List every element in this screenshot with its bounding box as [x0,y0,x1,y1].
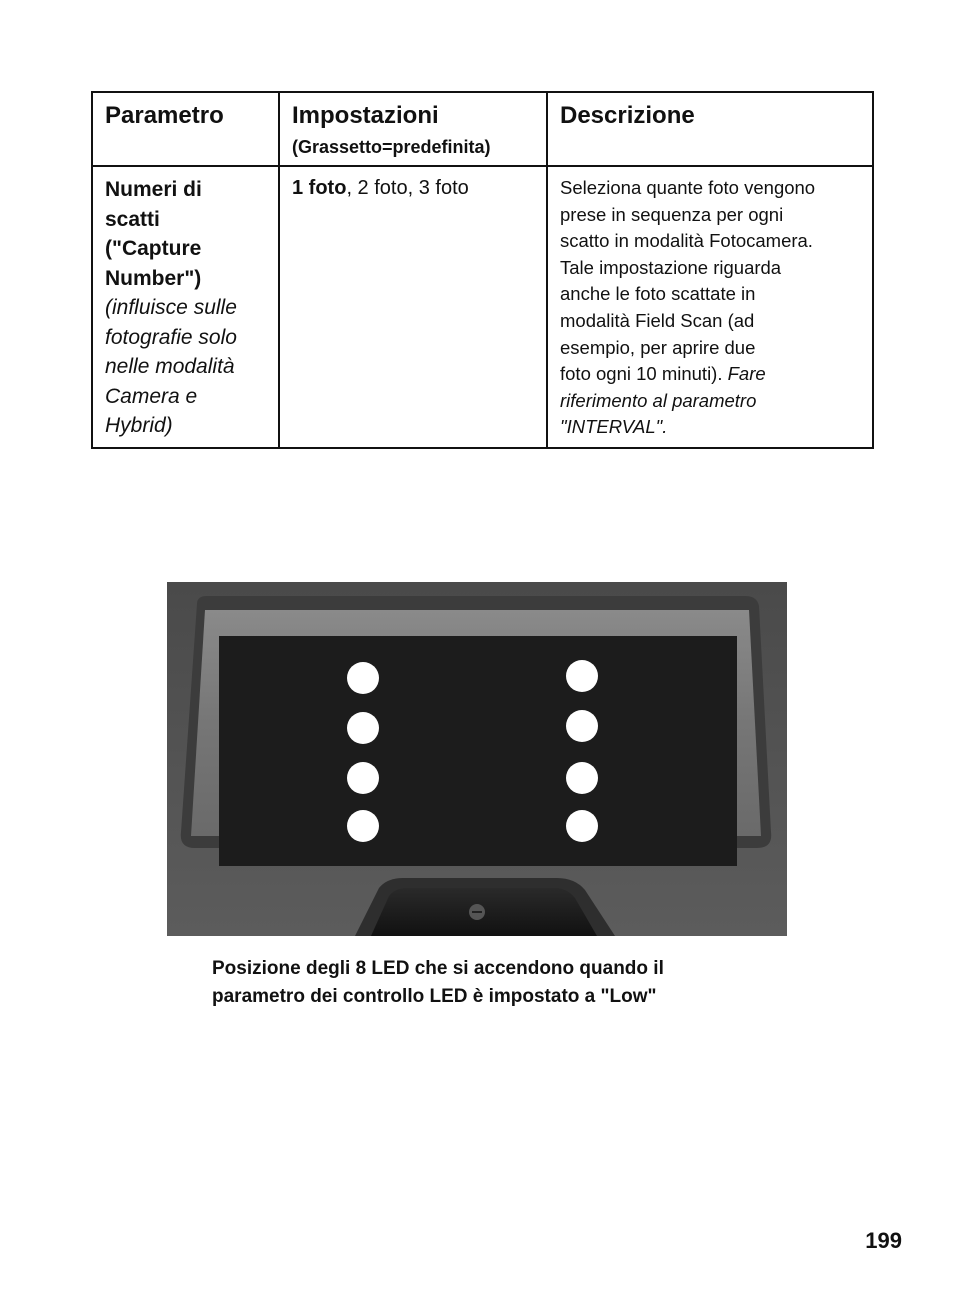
settings-other-values: , 2 foto, 3 foto [346,177,469,199]
header-param-label: Parametro [105,102,224,129]
description-reference: Fare [727,363,766,385]
caption-line: parametro dei controllo LED è impostato a "Low" [212,986,657,1007]
param-name-line: Numeri di [105,178,202,201]
param-note-line: Camera e [105,384,198,408]
param-note-line: fotografie solo [105,325,237,349]
led-light [566,810,598,842]
param-note-line: nelle modalità [105,355,235,378]
led-light [566,710,598,742]
led-light [566,762,598,794]
description-reference-line: "INTERVAL". [560,416,668,438]
caption-line: Posizione degli 8 LED che si accendono quando il [212,958,664,979]
param-note-line: Hybrid) [105,414,173,437]
param-name-line: Number") [105,266,202,290]
description-line: Seleziona quante foto vengono [560,177,816,198]
header-param [92,92,279,166]
led-light [347,712,379,744]
led-light [566,660,598,692]
header-settings-note: (Grassetto=predefinita) [292,137,491,157]
table-row [92,166,873,448]
led-panel-illustration [167,582,787,936]
header-description-label: Descrizione [560,102,695,129]
page-number: 199 [865,1228,902,1253]
description-cell [547,166,873,448]
param-cell [92,166,279,448]
table-header-row [92,92,873,166]
description-line: anche le foto scattate in [560,283,756,305]
settings-default-value: 1 foto [292,177,347,199]
description-line: Tale impostazione riguarda [560,256,782,278]
description-line: modalità Field Scan (ad [560,309,755,331]
header-settings-label: Impostazioni [292,102,439,129]
led-window [219,636,737,866]
param-name-line: scatti [105,207,160,231]
param-note-line: (influisce sulle [105,296,237,319]
description-line: prese in sequenza per ogni [560,203,784,225]
header-description [547,92,873,166]
description-text: foto ogni 10 minuti). [560,363,728,385]
description-line: esempio, per aprire due [560,336,756,358]
led-light [347,762,379,794]
parameter-table [91,91,874,449]
header-settings [279,92,547,166]
settings-cell [279,166,547,448]
figure-caption [212,955,772,1011]
param-name-line: ("Capture [105,237,202,260]
description-reference-line: riferimento al parametro [560,389,757,411]
led-light [347,662,379,694]
description-line [560,361,860,388]
description-line: scatto in modalità Fotocamera. [560,230,813,252]
led-panel-photo [167,582,787,936]
led-light [347,810,379,842]
